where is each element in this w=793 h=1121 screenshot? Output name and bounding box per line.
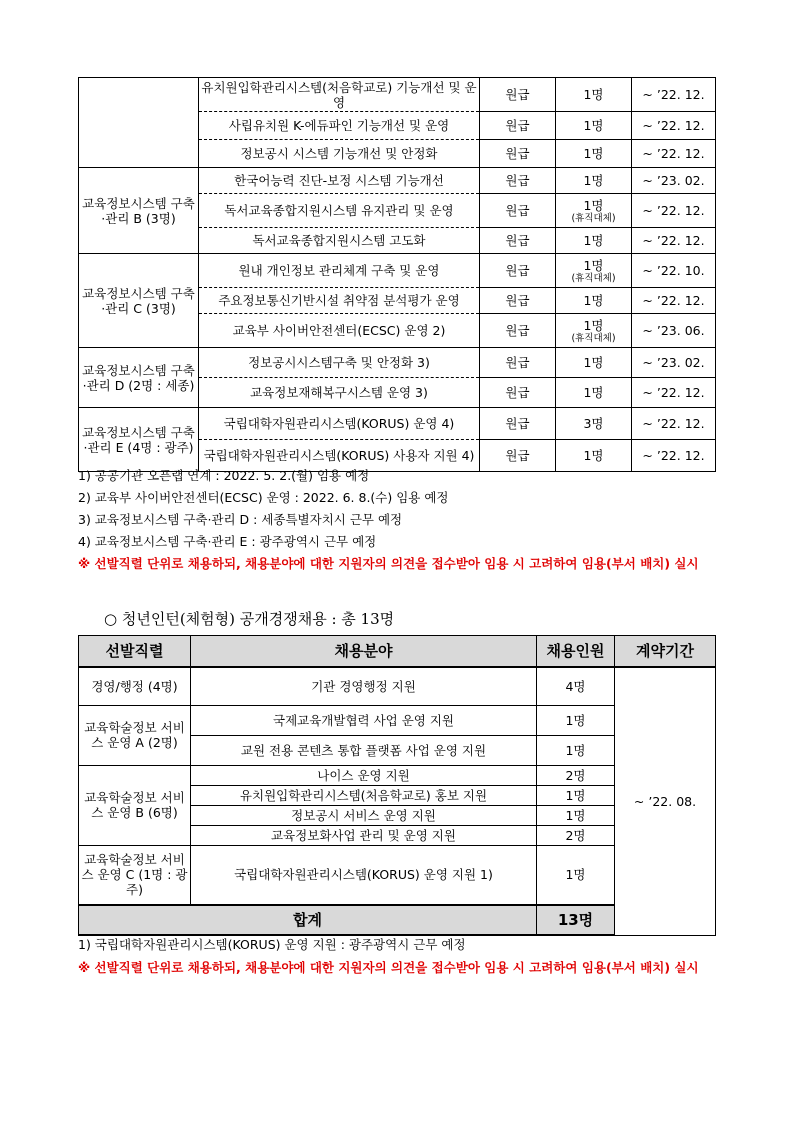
- header-field: 채용분야: [191, 636, 537, 668]
- division-cell: 경영/행정 (4명): [79, 667, 191, 705]
- division-cell-e: 교육정보시스템 구축·관리 E (4명 : 광주): [79, 408, 199, 472]
- period-cell: ~ ’22. 12.: [632, 194, 716, 228]
- grade-cell: 원급: [480, 440, 556, 472]
- division-cell-d: 교육정보시스템 구축·관리 D (2명 : 세종): [79, 348, 199, 408]
- field-cell: 유치원입학관리시스템(처음학교로) 기능개선 및 운영: [199, 78, 480, 112]
- notice-text: ※ 선발직렬 단위로 채용하되, 채용분야에 대한 지원자의 의견을 접수받아 임용 시 고려하여 임용(부서 배치) 실시: [78, 556, 699, 571]
- field-cell: 국립대학자원관리시스템(KORUS) 운영 지원 1): [191, 845, 537, 905]
- field-cell: 교육정보재해복구시스템 운영 3): [199, 378, 480, 408]
- field-cell: 정보공시시스템구축 및 안정화 3): [199, 348, 480, 378]
- count-cell: 1명: [556, 378, 632, 408]
- grade-cell: 원급: [480, 288, 556, 314]
- field-cell: 독서교육종합지원시스템 유지관리 및 운영: [199, 194, 480, 228]
- header-division: 선발직렬: [79, 636, 191, 668]
- count-cell: 1명: [556, 168, 632, 194]
- period-cell: ~ ’23. 02.: [632, 348, 716, 378]
- count-note: (휴직대체): [571, 272, 616, 284]
- footnote-1: 1) 공공기관 오픈랩 연계 : 2022. 5. 2.(월) 임용 예정: [78, 468, 370, 483]
- division-cell-a: [79, 78, 199, 168]
- count-cell: 1명: [537, 845, 615, 905]
- field-cell: 정보공시 서비스 운영 지원: [191, 805, 537, 825]
- field-cell: 국제교육개발협력 사업 운영 지원: [191, 705, 537, 735]
- period-cell: ~ ’23. 06.: [632, 314, 716, 348]
- count-cell: 1명: [556, 140, 632, 168]
- period-cell: ~ ’22. 12.: [632, 378, 716, 408]
- field-cell: 사립유치원 K-에듀파인 기능개선 및 운영: [199, 112, 480, 140]
- period-cell: ~ ’22. 12.: [632, 440, 716, 472]
- footnote-2: 2) 교육부 사이버안전센터(ECSC) 운영 : 2022. 6. 8.(수) 임용 예정: [78, 490, 449, 505]
- field-cell: 독서교육종합지원시스템 고도화: [199, 228, 480, 254]
- field-cell: 한국어능력 진단-보정 시스템 기능개선: [199, 168, 480, 194]
- grade-cell: 원급: [480, 254, 556, 288]
- grade-cell: 원급: [480, 78, 556, 112]
- count-cell: 2명: [537, 765, 615, 785]
- period-cell: ~ ’22. 12.: [632, 78, 716, 112]
- count-cell: 1명: [537, 735, 615, 765]
- grade-cell: 원급: [480, 408, 556, 440]
- count-cell: 1명: [556, 348, 632, 378]
- count-note: (휴직대체): [571, 332, 616, 344]
- count-cell: 1명: [556, 78, 632, 112]
- division-cell: 교육학술정보 서비스 운영 B (6명): [79, 765, 191, 845]
- grade-cell: 원급: [480, 348, 556, 378]
- field-cell: 정보공시 시스템 기능개선 및 안정화: [199, 140, 480, 168]
- count-cell: 1명: [537, 705, 615, 735]
- field-cell: 교육부 사이버안전센터(ECSC) 운영 2): [199, 314, 480, 348]
- footnote-4: 4) 교육정보시스템 구축·관리 E : 광주광역시 근무 예정: [78, 534, 377, 549]
- count-cell: 1명: [537, 785, 615, 805]
- recruitment-table-interns: [78, 635, 716, 936]
- notice-text-intern: ※ 선발직렬 단위로 채용하되, 채용분야에 대한 지원자의 의견을 접수받아 임용 시 고려하여 임용(부서 배치) 실시: [78, 960, 699, 975]
- field-cell: 유치원입학관리시스템(처음학교로) 홍보 지원: [191, 785, 537, 805]
- division-cell: 교육학술정보 서비스 운영 A (2명): [79, 705, 191, 765]
- grade-cell: 원급: [480, 314, 556, 348]
- footnote-intern-1: 1) 국립대학자원관리시스템(KORUS) 운영 지원 : 광주광역시 근무 예정: [78, 937, 466, 952]
- field-cell: 주요정보통신기반시설 취약점 분석평가 운영: [199, 288, 480, 314]
- count-cell: 1명: [556, 288, 632, 314]
- contract-period-cell: ~ ’22. 08.: [615, 667, 716, 935]
- period-cell: ~ ’22. 12.: [632, 288, 716, 314]
- grade-cell: 원급: [480, 112, 556, 140]
- grade-cell: 원급: [480, 168, 556, 194]
- grade-cell: 원급: [480, 228, 556, 254]
- count-cell: 1명: [537, 805, 615, 825]
- period-cell: ~ ’22. 12.: [632, 228, 716, 254]
- count-cell: 1명: [556, 112, 632, 140]
- field-cell: 교육정보화사업 관리 및 운영 지원: [191, 825, 537, 845]
- grade-cell: 원급: [480, 140, 556, 168]
- count-cell: 1명: [556, 228, 632, 254]
- count-cell: 4명: [537, 667, 615, 705]
- total-label: 합계: [79, 905, 537, 935]
- grade-cell: 원급: [480, 378, 556, 408]
- count-cell: 3명: [556, 408, 632, 440]
- division-cell: 교육학술정보 서비스 운영 C (1명 : 광주): [79, 845, 191, 905]
- count-cell: 1명 (휴직대체): [556, 314, 632, 348]
- period-cell: ~ ’22. 12.: [632, 112, 716, 140]
- count-note: (휴직대체): [571, 212, 616, 224]
- count-cell: 2명: [537, 825, 615, 845]
- header-count: 채용인원: [537, 636, 615, 668]
- count-cell: 1명 (휴직대체): [556, 194, 632, 228]
- section-heading: ○ 청년인턴(체험형) 공개경쟁채용 : 총 13명: [104, 610, 395, 628]
- field-cell: 교원 전용 콘텐츠 통합 플랫폼 사업 운영 지원: [191, 735, 537, 765]
- field-cell: 원내 개인정보 관리체계 구축 및 운영: [199, 254, 480, 288]
- count-cell: 1명: [556, 440, 632, 472]
- recruitment-table-researchers: [78, 77, 716, 472]
- field-cell: 국립대학자원관리시스템(KORUS) 사용자 지원 4): [199, 440, 480, 472]
- period-cell: ~ ’22. 10.: [632, 254, 716, 288]
- field-cell: 국립대학자원관리시스템(KORUS) 운영 4): [199, 408, 480, 440]
- field-cell: 나이스 운영 지원: [191, 765, 537, 785]
- total-count: 13명: [537, 905, 615, 935]
- header-period: 계약기간: [615, 636, 716, 668]
- grade-cell: 원급: [480, 194, 556, 228]
- period-cell: ~ ’23. 02.: [632, 168, 716, 194]
- count-cell: 1명 (휴직대체): [556, 254, 632, 288]
- footnote-3: 3) 교육정보시스템 구축·관리 D : 세종특별자치시 근무 예정: [78, 512, 403, 527]
- division-cell-c: 교육정보시스템 구축·관리 C (3명): [79, 254, 199, 348]
- period-cell: ~ ’22. 12.: [632, 140, 716, 168]
- field-cell: 기관 경영행정 지원: [191, 667, 537, 705]
- division-cell-b: 교육정보시스템 구축·관리 B (3명): [79, 168, 199, 254]
- period-cell: ~ ’22. 12.: [632, 408, 716, 440]
